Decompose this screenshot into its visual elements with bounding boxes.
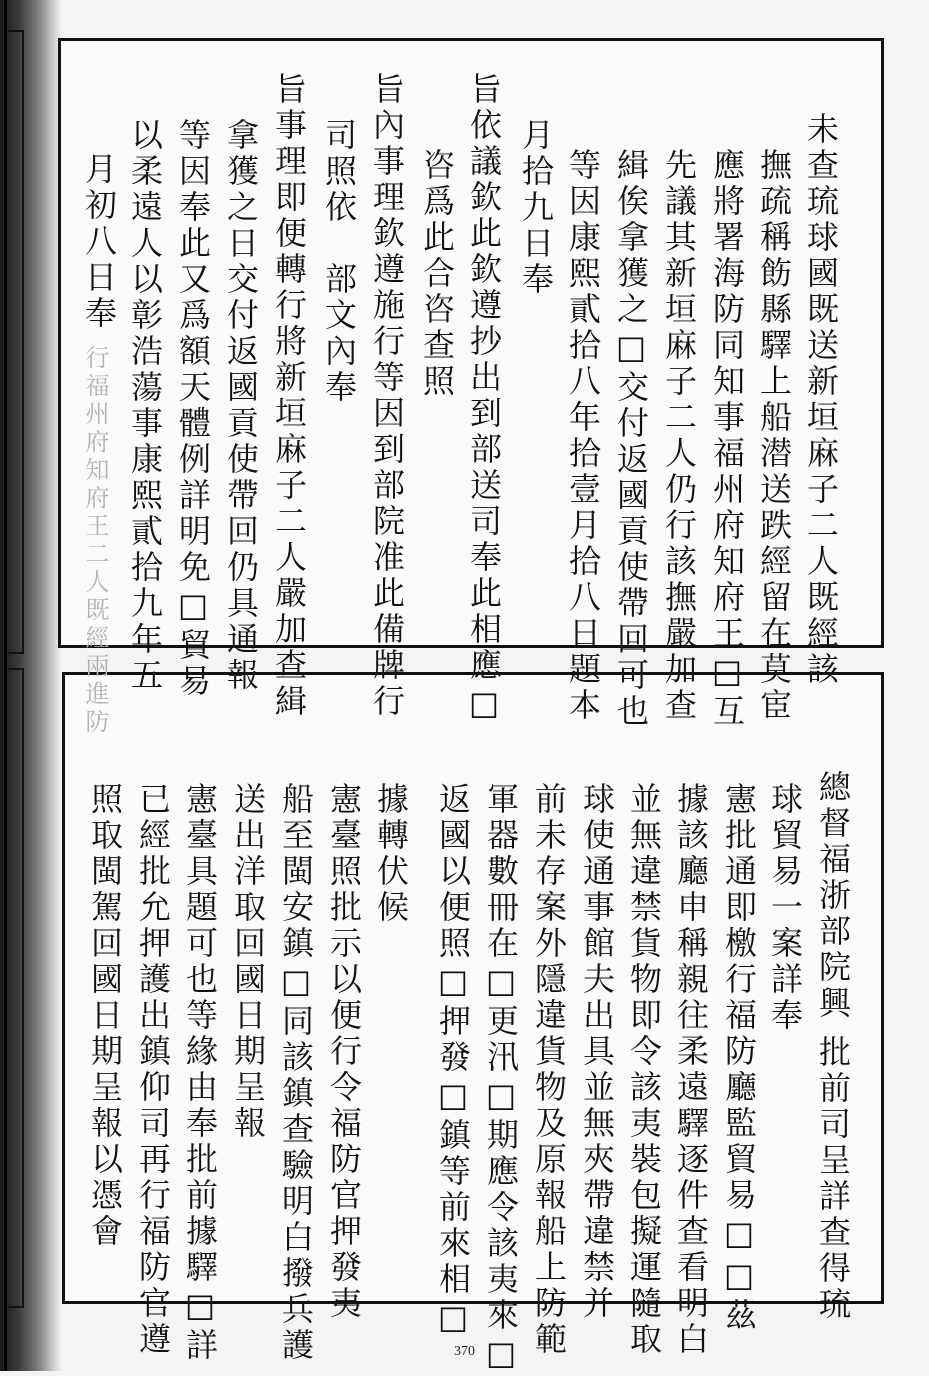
top-col-1: 未查琉球國既送新垣麻子二人既經該: [802, 112, 840, 688]
previous-page-edge-top: [8, 30, 24, 654]
top-col-16: 月初八日奉: [80, 152, 118, 332]
bottom-col-12: 憲臺照批示以便行令福防官押發夷: [325, 782, 363, 1322]
top-col-13: 拿獲之日交付返國貢使帶回仍具通報: [222, 118, 260, 694]
bottom-col-4: 憲批通即檄行福防廳監貿易□□茲: [720, 782, 758, 1334]
top-col-9: 咨爲此合咨查照: [418, 148, 456, 400]
top-col-4: 先議其新垣麻子二人仍行該撫嚴加查: [660, 148, 698, 724]
top-col-8: 旨依議欽此欽遵抄出到部送司奉此相應□: [465, 72, 503, 726]
top-col-11: 司照依 部文內奉: [320, 118, 358, 406]
top-col-14: 等因奉此又爲額天體例詳明免□貿易: [174, 118, 212, 700]
bottom-col-13: 船至閩安鎮□同該鎮查驗明白撥兵護: [277, 782, 315, 1364]
top-col-15: 以柔遠人以彰浩蕩事康熙貳拾九年五: [126, 118, 164, 694]
bottom-col-7: 球使通事館夫出具並無夾帶違禁并: [578, 782, 616, 1322]
top-col-6: 等因康熙貳拾八年拾壹月拾八日題本: [564, 148, 602, 724]
bottom-col-6: 並無違禁貨物即令該夷裝包擬運隨取: [625, 782, 663, 1358]
bottom-col-16: 已經批允押護出鎮仰司再行福防官遵: [134, 782, 172, 1358]
top-col-3: 應將署海防同知事福州府知府王□互: [708, 148, 746, 730]
bottom-col-2: 總督福浙部院興: [814, 770, 852, 1022]
bottom-col-8: 前未存案外隱違貨物及原報船上防範: [530, 782, 568, 1358]
bottom-col-14: 送出洋取回國日期呈報: [229, 782, 267, 1142]
bottom-col-11: 據轉伏候: [372, 782, 410, 926]
bottom-col-3: 球貿易一案詳奉: [766, 782, 804, 1034]
top-col-10: 旨內事理欽遵施行等因到部院准此備牌行: [368, 72, 406, 720]
bottom-col-17: 照取閩駕回國日期呈報以憑會: [86, 782, 124, 1250]
top-col-5: 緝俟拿獲之□交付返國貢使帶回可也: [612, 148, 650, 730]
bottom-col-15: 憲臺具題可也等緣由奉批前據驛□詳: [181, 782, 219, 1364]
top-col-12: 旨事理即便轉行將新垣麻子二人嚴加查緝: [270, 72, 308, 720]
page-number: 370: [454, 1344, 475, 1359]
top-col-2: 撫疏稱飭縣驛上船潜送跌經留在莫宦: [755, 148, 793, 724]
bottom-col-10: 返國以便照□押發□鎮等前來相□: [434, 782, 472, 1340]
top-col-7: 月拾九日奉: [517, 118, 555, 298]
previous-page-edge-bottom: [8, 668, 24, 1308]
bottom-col-5: 據該廳申稱親往柔遠驛逐件查看明白: [672, 782, 710, 1358]
top-faint-bleedthrough: 行福州府知府王二人既經兩進防: [81, 345, 109, 737]
book-spine-line: [4, 0, 7, 1371]
bottom-col-1: 批前司呈詳查得琉: [814, 1035, 852, 1323]
bottom-col-9: 軍器數冊在□更汛□期應令該夷來□: [482, 782, 520, 1376]
